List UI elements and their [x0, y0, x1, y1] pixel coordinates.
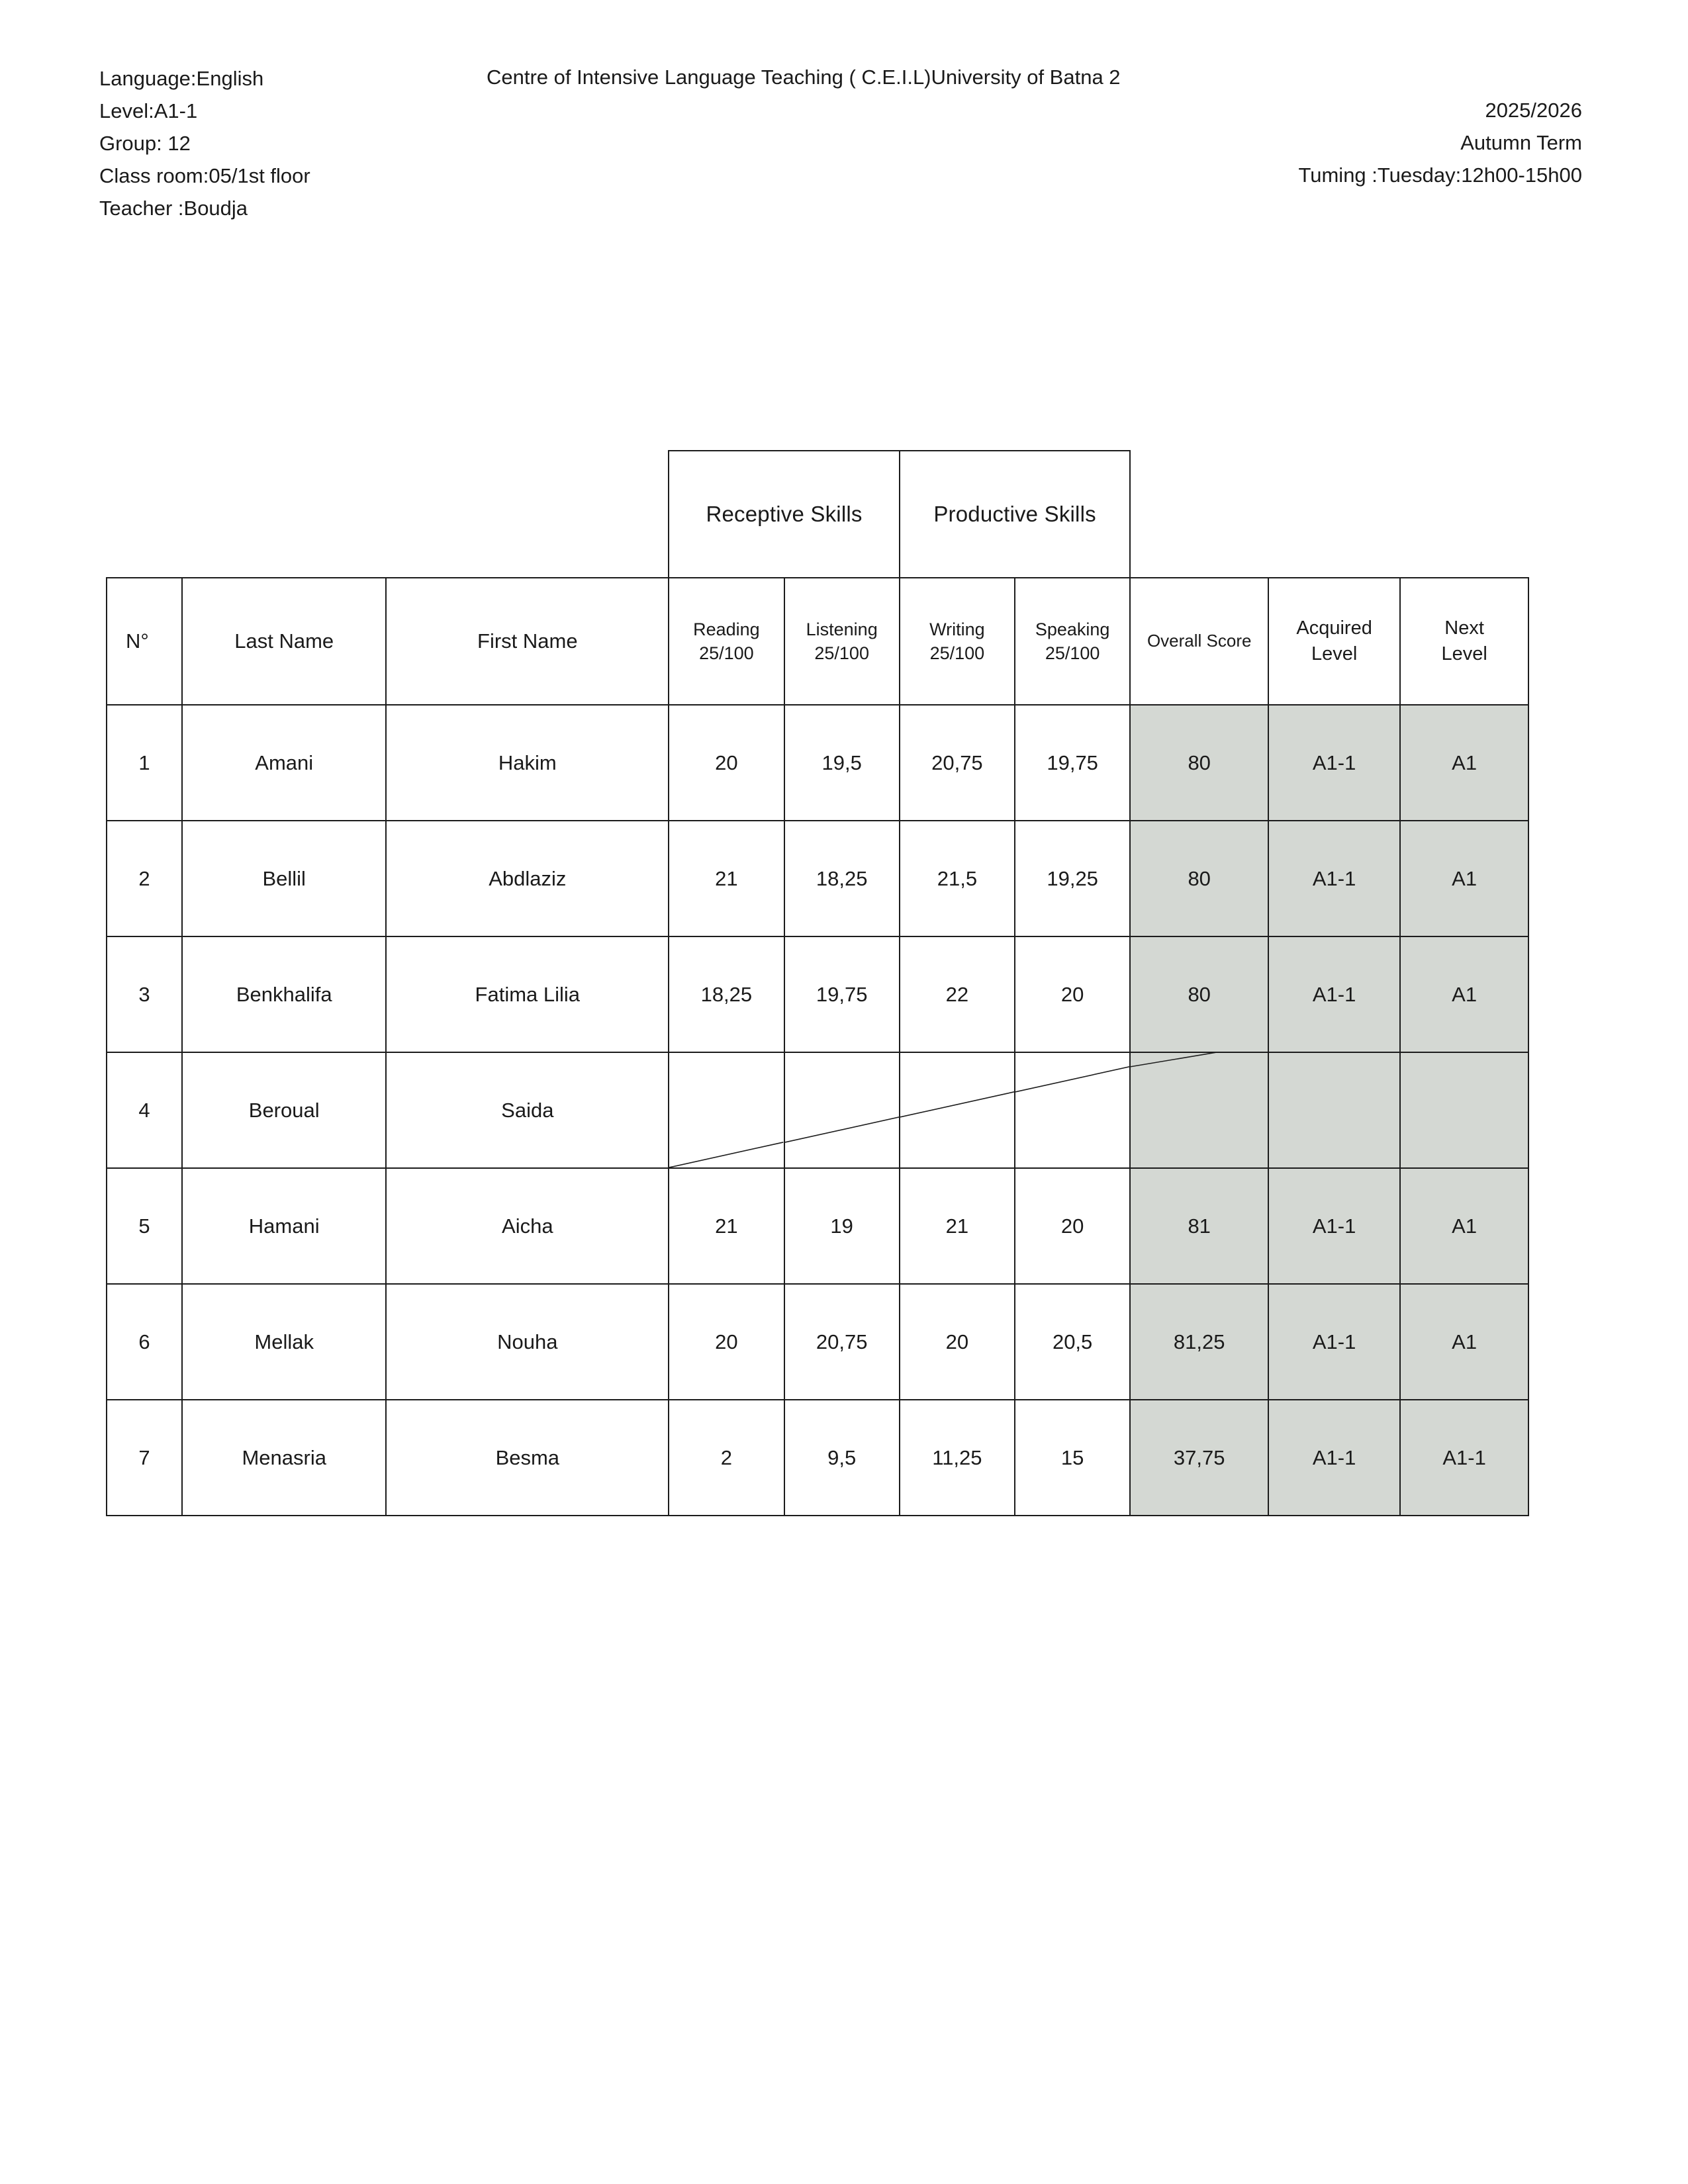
- cell-reading: 18,25: [669, 936, 784, 1052]
- document-header: [0, 63, 1688, 275]
- cell-acquired-level: A1-1: [1268, 1284, 1400, 1400]
- column-header-writing-scale: 25/100: [929, 643, 985, 663]
- cell-speaking: 19,25: [1015, 821, 1130, 936]
- cell-number: 7: [107, 1400, 182, 1516]
- cell-overall-score: 80: [1130, 821, 1268, 936]
- group-header-productive: Productive Skills: [900, 451, 1130, 578]
- cell-first-name: Fatima Lilia: [386, 936, 669, 1052]
- cell-speaking: 15: [1015, 1400, 1130, 1516]
- column-header-listening: [784, 578, 900, 705]
- table-row: [107, 1168, 1528, 1284]
- cell-first-name: Nouha: [386, 1284, 669, 1400]
- header-teacher: Teacher :Boudja: [99, 196, 248, 220]
- cell-overall-score: 81: [1130, 1168, 1268, 1284]
- grades-table-container: [106, 450, 1529, 1516]
- cell-listening: 19: [784, 1168, 900, 1284]
- cell-last-name: Menasria: [182, 1400, 386, 1516]
- cell-number: 4: [107, 1052, 182, 1168]
- table-row: [107, 1400, 1528, 1516]
- header-group: Group: 12: [99, 131, 191, 155]
- cell-speaking: 19,75: [1015, 705, 1130, 821]
- cell-number: 6: [107, 1284, 182, 1400]
- cell-number: 1: [107, 705, 182, 821]
- cell-acquired-level: A1-1: [1268, 1400, 1400, 1516]
- spacer-cell: [107, 451, 182, 578]
- table-column-header-row: [107, 578, 1528, 705]
- column-header-writing: [900, 578, 1015, 705]
- column-header-first-name: First Name: [386, 578, 669, 705]
- column-header-listening-label: Listening: [806, 619, 878, 639]
- cell-acquired-level: A1-1: [1268, 1168, 1400, 1284]
- column-header-number: [107, 578, 182, 705]
- cell-overall-score: 81,25: [1130, 1284, 1268, 1400]
- cell-last-name: Amani: [182, 705, 386, 821]
- cell-overall-score: 80: [1130, 936, 1268, 1052]
- cell-listening: 20,75: [784, 1284, 900, 1400]
- header-timing: Tuming :Tuesday:12h00-15h00: [1298, 163, 1582, 187]
- cell-speaking: 20: [1015, 1168, 1130, 1284]
- table-row: [107, 1284, 1528, 1400]
- cell-reading: 21: [669, 821, 784, 936]
- cell-writing: 20: [900, 1284, 1015, 1400]
- cell-acquired-level: A1-1: [1268, 936, 1400, 1052]
- strikethrough-line-icon: [900, 1053, 1014, 1167]
- cell-next-level: A1: [1400, 1168, 1528, 1284]
- cell-number: 2: [107, 821, 182, 936]
- cell-reading: [669, 1052, 784, 1168]
- cell-first-name: Saida: [386, 1052, 669, 1168]
- spacer-cell: [1130, 451, 1268, 578]
- cell-next-level: [1400, 1052, 1528, 1168]
- cell-listening: 19,75: [784, 936, 900, 1052]
- cell-writing: [900, 1052, 1015, 1168]
- cell-acquired-level: A1-1: [1268, 705, 1400, 821]
- cell-writing: 20,75: [900, 705, 1015, 821]
- table-row: [107, 936, 1528, 1052]
- header-level: Level:A1-1: [99, 99, 198, 122]
- cell-speaking: 20: [1015, 936, 1130, 1052]
- header-term: Autumn Term: [1460, 130, 1582, 154]
- column-header-speaking-scale: 25/100: [1045, 643, 1100, 663]
- header-right-info: [1298, 95, 1582, 192]
- cell-last-name: Mellak: [182, 1284, 386, 1400]
- cell-listening: [784, 1052, 900, 1168]
- cell-listening: 9,5: [784, 1400, 900, 1516]
- cell-writing: 11,25: [900, 1400, 1015, 1516]
- column-header-acquired-label: Acquired: [1296, 617, 1372, 639]
- table-row: [107, 821, 1528, 936]
- spacer-cell: [182, 451, 386, 578]
- cell-last-name: Benkhalifa: [182, 936, 386, 1052]
- strikethrough-line-icon: [1015, 1053, 1129, 1167]
- cell-next-level: A1: [1400, 705, 1528, 821]
- cell-speaking: [1015, 1052, 1130, 1168]
- column-header-writing-label: Writing: [929, 619, 985, 639]
- cell-next-level: A1: [1400, 936, 1528, 1052]
- cell-last-name: Beroual: [182, 1052, 386, 1168]
- table-row: [107, 1052, 1528, 1168]
- cell-last-name: Hamani: [182, 1168, 386, 1284]
- cell-acquired-level: [1268, 1052, 1400, 1168]
- cell-listening: 19,5: [784, 705, 900, 821]
- header-classroom: Class room:05/1st floor: [99, 163, 310, 187]
- cell-acquired-level: A1-1: [1268, 821, 1400, 936]
- group-header-receptive: Receptive Skills: [669, 451, 900, 578]
- cell-reading: 21: [669, 1168, 784, 1284]
- cell-number: 3: [107, 936, 182, 1052]
- column-header-next-label: Next: [1444, 617, 1484, 639]
- table-group-header-row: [107, 451, 1528, 578]
- cell-listening: 18,25: [784, 821, 900, 936]
- column-header-last-name: Last Name: [182, 578, 386, 705]
- column-header-speaking-label: Speaking: [1035, 619, 1110, 639]
- cell-reading: 20: [669, 1284, 784, 1400]
- column-header-overall-score: Overall Score: [1130, 578, 1268, 705]
- cell-first-name: Aicha: [386, 1168, 669, 1284]
- cell-overall-score: [1130, 1052, 1268, 1168]
- column-header-reading: [669, 578, 784, 705]
- spacer-cell: [386, 451, 669, 578]
- cell-overall-score: 37,75: [1130, 1400, 1268, 1516]
- spacer-cell: [1400, 451, 1528, 578]
- column-header-acquired-sub: Level: [1311, 643, 1358, 664]
- column-header-reading-scale: 25/100: [699, 643, 754, 663]
- cell-next-level: A1: [1400, 1284, 1528, 1400]
- cell-speaking: 20,5: [1015, 1284, 1130, 1400]
- cell-reading: 2: [669, 1400, 784, 1516]
- column-header-speaking: [1015, 578, 1130, 705]
- cell-writing: 22: [900, 936, 1015, 1052]
- grades-table: [106, 450, 1529, 1516]
- column-header-next-level: [1400, 578, 1528, 705]
- header-institution-title: Centre of Intensive Language Teaching ( C.E.I.L)University of Batna 2: [487, 66, 1121, 89]
- strikethrough-line-icon: [785, 1053, 899, 1167]
- cell-writing: 21: [900, 1168, 1015, 1284]
- column-header-acquired-level: [1268, 578, 1400, 705]
- header-left-info: [99, 63, 310, 225]
- cell-first-name: Besma: [386, 1400, 669, 1516]
- cell-first-name: Hakim: [386, 705, 669, 821]
- header-language: Language:English: [99, 67, 264, 90]
- column-header-number-label: N°: [126, 629, 149, 653]
- strikethrough-line-icon: [669, 1053, 783, 1167]
- cell-writing: 21,5: [900, 821, 1015, 936]
- header-academic-year: 2025/2026: [1485, 99, 1582, 122]
- table-row: [107, 705, 1528, 821]
- cell-reading: 20: [669, 705, 784, 821]
- cell-first-name: Abdlaziz: [386, 821, 669, 936]
- cell-number: 5: [107, 1168, 182, 1284]
- column-header-listening-scale: 25/100: [814, 643, 869, 663]
- cell-next-level: A1: [1400, 821, 1528, 936]
- strikethrough-line-icon: [1131, 1053, 1268, 1167]
- column-header-reading-label: Reading: [693, 619, 760, 639]
- cell-next-level: A1-1: [1400, 1400, 1528, 1516]
- cell-last-name: Bellil: [182, 821, 386, 936]
- cell-overall-score: 80: [1130, 705, 1268, 821]
- column-header-next-sub: Level: [1441, 643, 1487, 664]
- spacer-cell: [1268, 451, 1400, 578]
